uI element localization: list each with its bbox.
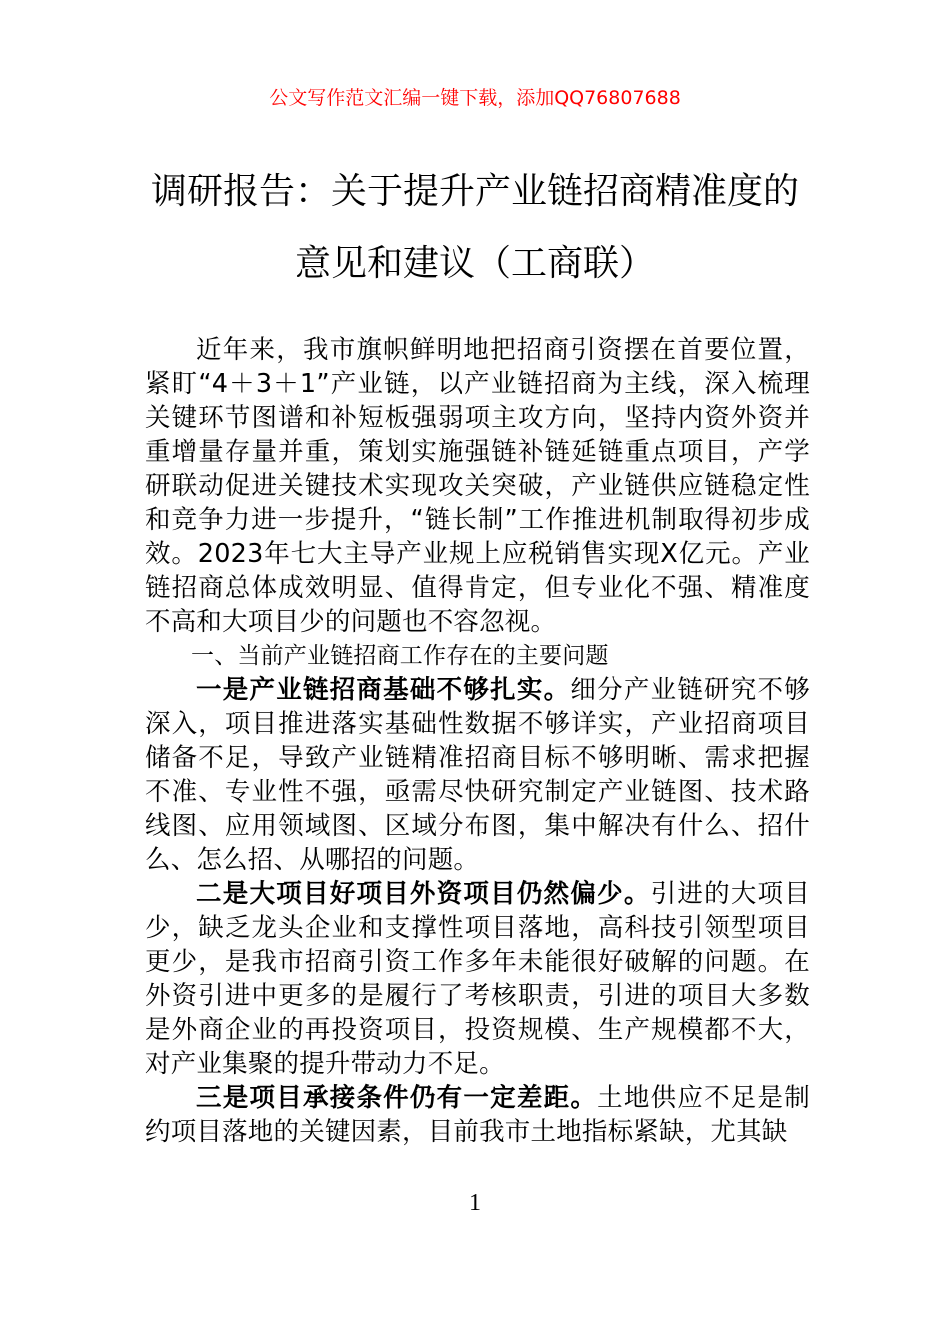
point-3-paragraph	[145, 1081, 810, 1149]
document-title-line-2: 意见和建议（工商联）	[294, 243, 655, 284]
point-2-text: 引进的大项目少，缺乏龙头企业和支撑性项目落地，高科技引领型项目更少，是我市招商引资工作多年未能很好破解的问题。在外资引进中更多的是履行了考核职责，引进的项目大多数是外商企业的再投资项目，投资规模、生产规模都不大，对产业集聚的提升带动力不足。	[145, 879, 810, 1079]
point-3-lead: 三是项目承接条件仍有一定差距。	[196, 1083, 598, 1113]
document-title-line-1: 调研报告：关于提升产业链招商精准度的	[150, 171, 799, 212]
download-notice: 公文写作范文汇编一键下载，添加QQ76807688	[269, 87, 681, 109]
point-1-lead: 一是产业链招商基础不够扎实。	[196, 675, 571, 705]
point-1-text: 细分产业链研究不够深入，项目推进落实基础性数据不够详实，产业招商项目储备不足，导致产业链精准招商目标不够明晰、需求把握不准、专业性不强，亟需尽快研究制定产业链图、技术路线图、应用领域图、区域分布图，集中解决有什么、招什么、怎么招、从哪招的问题。	[145, 675, 810, 875]
point-2-paragraph	[145, 877, 810, 1081]
page-number: 1	[469, 1190, 481, 1216]
point-3-text: 土地供应不足是制约项目落地的关键因素，目前我市土地指标紧缺，尤其缺	[145, 1083, 810, 1147]
point-2-lead: 二是大项目好项目外资项目仍然偏少。	[196, 879, 651, 909]
section-heading: 一、当前产业链招商工作存在的主要问题	[191, 643, 609, 669]
point-1-paragraph	[145, 673, 810, 877]
document-body	[145, 333, 810, 1149]
intro-paragraph: 近年来，我市旗帜鲜明地把招商引资摆在首要位置，紧盯“4＋3＋1”产业链，以产业链招商为主线，深入梳理关键环节图谱和补短板强弱项主攻方向，坚持内资外资并重增量存量并重，策划实施强链补链延链重点项目，产学研联动促进关键技术实现攻关突破，产业链供应链稳定性和竞争力进一步提升，“链长制”工作推进机制取得初步成效。2023年七大主导产业规上应税销售实现X亿元。产业链招商总体成效明显、值得肯定，但专业化不强、精准度不高和大项目少的问题也不容忽视。	[145, 335, 810, 637]
